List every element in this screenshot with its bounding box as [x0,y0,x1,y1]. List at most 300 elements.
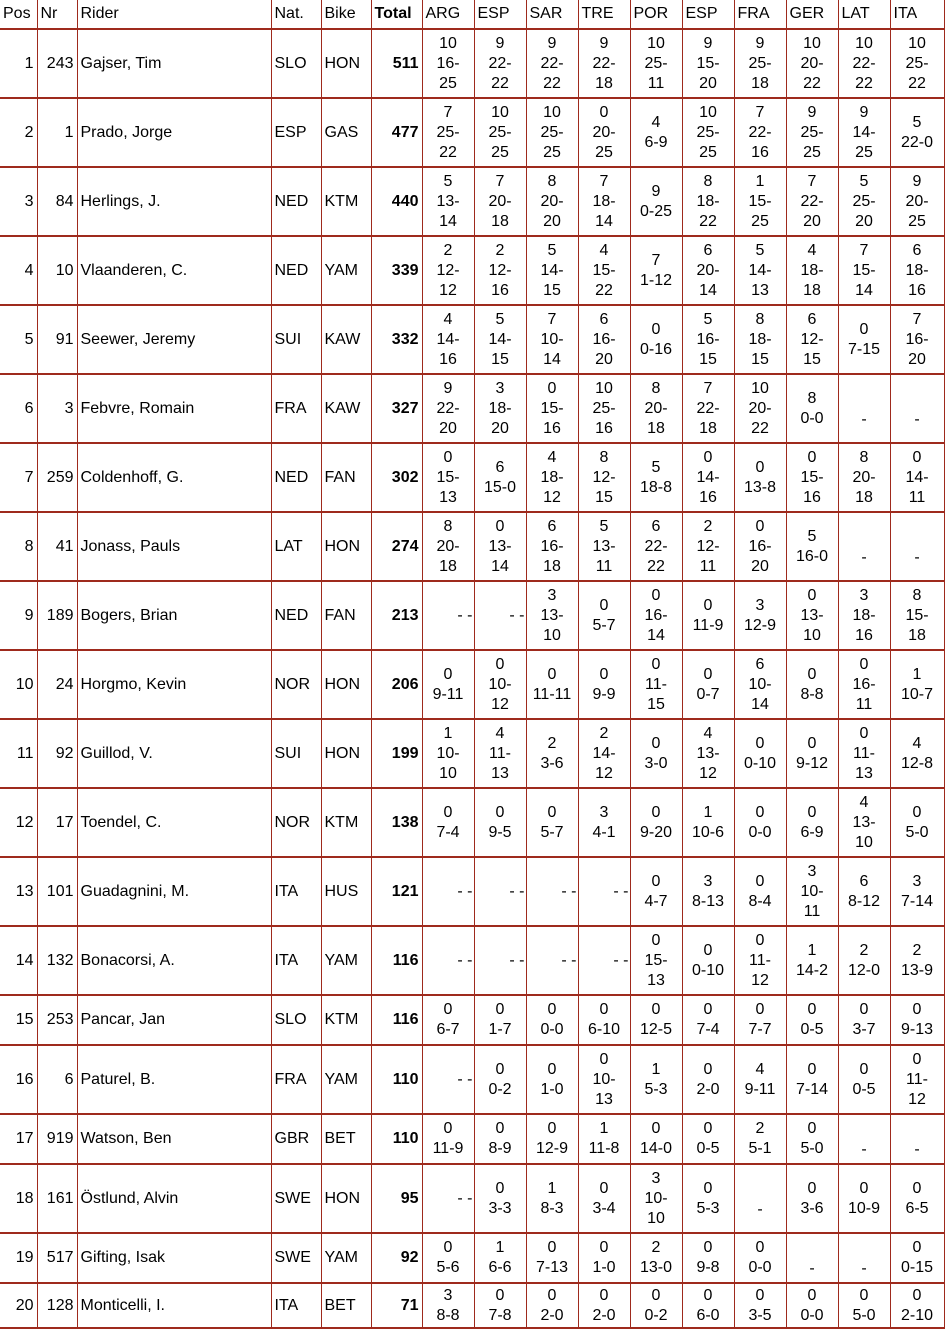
round-result-cell [786,167,838,236]
round-result-line: 18 [439,557,457,575]
round-result-line: 25- [488,123,512,141]
round-result-line: 22 [439,143,457,161]
round-result-line: 7 [599,172,609,190]
round-result-line: 16- [748,537,772,555]
round-result-line: 12-9 [743,616,777,634]
number-cell: 3 [37,374,77,443]
round-result-line: 0 [495,803,505,821]
header-nr: Nr [37,0,77,29]
round-result-line: 6 [547,517,557,535]
round-result-line: 6-7 [436,1021,460,1038]
round-result-cell [890,1045,944,1114]
rider-cell: Gifting, Isak [77,1233,271,1283]
round-result-line: 13- [436,192,460,210]
round-result-line: 22 [543,74,561,92]
round-result-line: 22 [751,419,769,437]
round-result-line: 13- [540,606,564,624]
round-result-cell [682,788,734,857]
round-result-line: 0 [755,1239,765,1256]
round-result-line: 0 [755,931,765,949]
round-result-line: 20- [905,192,929,210]
round-result-cell [474,167,526,236]
position-cell: 10 [0,650,37,719]
round-result-line: 5-0 [905,823,929,841]
round-result-line: 22- [436,399,460,417]
round-result-line: 5 [807,527,817,545]
round-result-cell [422,719,474,788]
round-result-cell [422,1233,474,1283]
round-result-line: 0 [859,1001,869,1018]
round-result-line: 0-0 [540,1021,564,1038]
round-result-line: 20 [595,350,613,368]
round-result-line: 20 [439,419,457,437]
round-result-cell [734,857,786,926]
round-result-line: 10 [647,34,665,52]
round-result-cell [838,1164,890,1233]
round-result-line: 15- [852,261,876,279]
round-result-line: 0 [651,586,661,604]
round-result-line: 5 [599,517,609,535]
round-result-cell [734,167,786,236]
round-result-line: 9 [443,379,453,397]
position-cell: 19 [0,1233,37,1283]
round-result-line: 5-3 [696,1199,720,1217]
standings-row [0,1114,944,1164]
round-result-cell [422,788,474,857]
round-result-line: 15-0 [483,478,517,496]
round-result-line: 0 [807,448,817,466]
round-result-line: 0 [703,1120,713,1137]
round-result-line: 12 [595,764,613,782]
position-cell: 17 [0,1114,37,1164]
nation-cell: FRA [271,1045,321,1114]
round-result-cell [474,374,526,443]
round-result-line: 9 [599,34,609,52]
position-cell: 15 [0,995,37,1045]
number-cell: 101 [37,857,77,926]
number-cell: 128 [37,1283,77,1328]
round-result-line: 25- [644,54,668,72]
round-result-cell [578,788,630,857]
round-result-cell [838,1233,890,1283]
round-result-line: 11 [699,557,717,575]
total-cell: 332 [371,305,422,374]
round-result-line: 14 [595,212,613,230]
total-cell: 440 [371,167,422,236]
round-result-line: 18 [803,281,821,299]
rider-cell: Bogers, Brian [77,581,271,650]
total-cell: 327 [371,374,422,443]
standings-row [0,719,944,788]
round-result-cell [890,236,944,305]
round-result-line: 0-5 [852,1080,876,1098]
round-result-cell [422,1283,474,1328]
round-result-line: 12- [696,537,720,555]
round-result-line: 11- [749,951,771,969]
round-result-line: - - [457,882,473,900]
round-result-line: 0 [703,665,713,683]
round-result-line: 10 [647,1209,665,1227]
round-result-cell [422,98,474,167]
round-result-cell [474,650,526,719]
round-result-line: 0 [547,1239,557,1256]
rider-cell: Pancar, Jan [77,995,271,1045]
bike-cell: YAM [321,236,371,305]
total-cell: 110 [371,1114,422,1164]
round-result-line: 18- [488,399,512,417]
round-result-line: 18- [905,261,929,279]
round-result-cell [838,512,890,581]
round-result-line: 22- [852,54,876,72]
round-result-line: 16 [751,143,769,161]
rider-cell: Jonass, Pauls [77,512,271,581]
round-result-cell [786,995,838,1045]
round-result-line: 11 [595,557,613,575]
round-result-line: 0 [807,1060,817,1078]
round-result-cell [630,995,682,1045]
round-result-line: 3-7 [852,1021,876,1038]
total-cell: 95 [371,1164,422,1233]
round-result-line: 0 [651,1001,661,1018]
round-result-cell [786,1045,838,1114]
round-result-line: 16 [855,626,873,644]
round-result-cell [474,788,526,857]
bike-cell: FAN [321,581,371,650]
round-result-line: 5-0 [852,1306,876,1324]
round-result-line: 0 [547,1001,557,1018]
round-result-cell [526,1283,578,1328]
round-result-cell [578,443,630,512]
standings-row [0,167,944,236]
header-row [0,0,944,29]
rider-cell: Horgmo, Kevin [77,650,271,719]
round-result-cell [890,995,944,1045]
round-result-line: 9 [859,103,869,121]
round-result-line: 22- [540,54,564,72]
number-cell: 84 [37,167,77,236]
total-cell: 302 [371,443,422,512]
position-cell: 2 [0,98,37,167]
bike-cell: BET [321,1114,371,1164]
round-result-line: 7-15 [847,340,881,358]
round-result-line: 0 [912,1050,922,1068]
round-result-line: 2 [703,517,713,535]
nation-cell: ESP [271,98,321,167]
round-result-line: 10 [803,626,821,644]
round-result-cell [526,512,578,581]
round-result-line: 3 [859,586,869,604]
round-result-cell [682,1164,734,1233]
round-result-line: 5 [755,241,765,259]
round-result-line: 12- [436,261,460,279]
round-result-line: 25- [905,54,929,72]
round-result-cell [734,1283,786,1328]
round-result-cell [786,857,838,926]
round-result-cell [838,98,890,167]
bike-cell: BET [321,1283,371,1328]
round-result-cell [682,1233,734,1283]
round-result-line: 9-20 [639,823,673,841]
round-result-line: 22 [491,74,509,92]
number-cell: 259 [37,443,77,512]
round-result-cell [578,857,630,926]
round-result-line: 3 [703,872,713,890]
round-result-line: 8-9 [488,1140,512,1157]
header-round: ARG [422,0,474,29]
round-result-cell [890,1114,944,1164]
rider-cell: Paturel, B. [77,1045,271,1114]
round-result-line: 20 [908,350,926,368]
round-result-line: 16 [595,419,613,437]
round-result-cell [838,305,890,374]
round-result-line: 10 [699,103,717,121]
round-result-line: 13 [491,764,509,782]
round-result-line: 0 [859,1060,869,1078]
position-cell: 20 [0,1283,37,1328]
nation-cell: ITA [271,857,321,926]
round-result-line: 6-9 [800,823,824,841]
round-result-line: 4-7 [644,892,668,910]
round-result-line: 8 [859,448,869,466]
round-result-line: 5-3 [644,1080,668,1098]
round-result-line: 25- [748,54,772,72]
round-result-line: 14- [488,330,512,348]
round-result-cell [682,995,734,1045]
round-result-line: 13- [488,537,512,555]
nation-cell: NED [271,167,321,236]
round-result-cell [630,581,682,650]
position-cell: 18 [0,1164,37,1233]
round-result-line: 9 [495,34,505,52]
round-result-line: 9-12 [795,754,829,772]
header-round: LAT [838,0,890,29]
round-result-line: 1 [599,1120,609,1137]
round-result-line: 0 [703,941,713,959]
round-result-line: 2-0 [592,1306,616,1324]
round-result-line: 9 [703,34,713,52]
round-result-line: 20 [543,212,561,230]
round-result-line: 0 [912,1286,922,1304]
round-result-cell [786,719,838,788]
round-result-line: 18- [800,261,824,279]
round-result-line: 3 [755,596,765,614]
round-result-cell [474,443,526,512]
round-result-line: 2 [651,1239,661,1256]
round-result-line: 0 [651,803,661,821]
round-result-cell [422,167,474,236]
round-result-line: 25 [543,143,561,161]
round-result-line: 9 [755,34,765,52]
round-result-line: 12- [488,261,512,279]
standings-row [0,1233,944,1283]
round-result-line: 2 [599,724,609,742]
round-result-line: 11- [489,744,511,762]
round-result-line: 0 [912,1001,922,1018]
nation-cell: SUI [271,305,321,374]
round-result-line: 2 [547,734,557,752]
round-result-line: 0 [912,1179,922,1197]
round-result-line: 15- [696,54,720,72]
round-result-line: 0 [547,1060,557,1078]
round-result-cell [838,926,890,995]
round-result-line: 12 [439,281,457,299]
round-result-line: 0 [755,803,765,821]
round-result-cell [838,374,890,443]
round-result-cell [578,236,630,305]
round-result-cell [474,926,526,995]
round-result-line: 7-14 [900,892,934,910]
round-result-line: 25 [908,212,926,230]
rider-cell: Gajser, Tim [77,29,271,98]
round-result-cell [578,29,630,98]
bike-cell: HON [321,1164,371,1233]
round-result-cell [786,650,838,719]
number-cell: 161 [37,1164,77,1233]
round-result-line: 14- [436,330,460,348]
round-result-line: 6 [807,310,817,328]
round-result-line: 2 [912,941,922,959]
round-result-line: 16 [699,488,717,506]
round-result-line: 2-0 [696,1080,720,1098]
round-result-line: 3 [443,1286,453,1304]
round-result-line: 5-6 [436,1259,460,1276]
round-result-line: 22 [908,74,926,92]
round-result-line: 3-0 [644,754,668,772]
round-result-line: 0 [599,596,609,614]
position-cell: 7 [0,443,37,512]
round-result-cell [578,1114,630,1164]
header-rider: Rider [77,0,271,29]
round-result-line: 0-7 [696,685,720,703]
round-result-line: 0 [495,1001,505,1018]
round-result-cell [474,305,526,374]
round-result-line: 14 [439,212,457,230]
round-result-line: 25 [699,143,717,161]
round-result-line: 0 [495,1120,505,1137]
round-result-cell [422,305,474,374]
round-result-line: 3 [912,872,922,890]
header-round: POR [630,0,682,29]
standings-row [0,29,944,98]
round-result-line: 14- [540,261,564,279]
round-result-line: 5 [495,310,505,328]
round-result-line: 12-9 [535,1140,569,1157]
round-result-line: 0 [599,1001,609,1018]
round-result-line: 0 [495,517,505,535]
round-result-cell [682,512,734,581]
round-result-line: 0-5 [696,1140,720,1157]
round-result-line: 14 [751,695,769,713]
round-result-line: - - [561,951,577,969]
number-cell: 517 [37,1233,77,1283]
round-result-line: 16 [439,350,457,368]
nation-cell: NED [271,581,321,650]
header-nat: Nat. [271,0,321,29]
round-result-line: 8 [912,586,922,604]
round-result-line: 11-9 [432,1140,464,1157]
round-result-cell [526,443,578,512]
round-result-line: 0-0 [748,823,772,841]
round-result-line: 10- [592,1070,616,1088]
round-result-cell [838,236,890,305]
round-result-line: 20- [592,123,616,141]
round-result-line: 20 [699,74,717,92]
round-result-line: 0 [859,320,869,338]
round-result-line: 18 [855,488,873,506]
round-result-line: 16- [696,330,720,348]
standings-row [0,581,944,650]
round-result-line: - [757,1200,763,1218]
round-result-cell [786,1114,838,1164]
round-result-line: 13 [751,281,769,299]
round-result-line: 7-7 [748,1021,772,1038]
round-result-line: 13 [439,488,457,506]
round-result-cell [786,1283,838,1328]
round-result-line: 7 [755,103,765,121]
round-result-line: 16- [905,330,929,348]
round-result-line: 10-6 [691,823,725,841]
nation-cell: NOR [271,788,321,857]
round-result-line: 0-0 [800,1306,824,1324]
round-result-line: 18- [748,330,772,348]
bike-cell: YAM [321,926,371,995]
round-result-line: 25 [803,143,821,161]
round-result-line: 8 [703,172,713,190]
round-result-line: 0 [547,803,557,821]
number-cell: 243 [37,29,77,98]
round-result-line: 7-14 [795,1080,829,1098]
round-result-cell [578,995,630,1045]
round-result-line: 8 [755,310,765,328]
number-cell: 6 [37,1045,77,1114]
round-result-line: 13- [800,606,824,624]
round-result-line: 15 [647,695,665,713]
round-result-line: 1-7 [488,1021,512,1038]
number-cell: 91 [37,305,77,374]
nation-cell: ITA [271,926,321,995]
round-result-cell [890,167,944,236]
round-result-line: 1 [443,724,453,742]
round-result-cell [630,719,682,788]
round-result-cell [630,857,682,926]
round-result-line: 0 [443,803,453,821]
round-result-line: 12-8 [900,754,934,772]
round-result-cell [630,167,682,236]
round-result-cell [682,167,734,236]
total-cell: 116 [371,926,422,995]
round-result-cell [578,512,630,581]
round-result-cell [630,29,682,98]
round-result-line: 12-0 [847,961,881,979]
number-cell: 1 [37,98,77,167]
round-result-line: 1-0 [592,1259,616,1276]
round-result-cell [630,374,682,443]
round-result-line: 20- [644,399,668,417]
round-result-line: 4 [703,724,713,742]
round-result-line: 20 [855,212,873,230]
round-result-line: 11- [853,744,875,762]
round-result-line: 0 [547,379,557,397]
round-result-cell [474,1233,526,1283]
round-result-line: 0-10 [743,754,777,772]
round-result-line: 8 [547,172,557,190]
round-result-cell [422,1045,474,1114]
round-result-line: 10 [439,764,457,782]
round-result-line: 0 [599,1286,609,1304]
round-result-line: 22 [699,212,717,230]
round-result-line: 3 [547,586,557,604]
round-result-line: 15- [748,192,772,210]
